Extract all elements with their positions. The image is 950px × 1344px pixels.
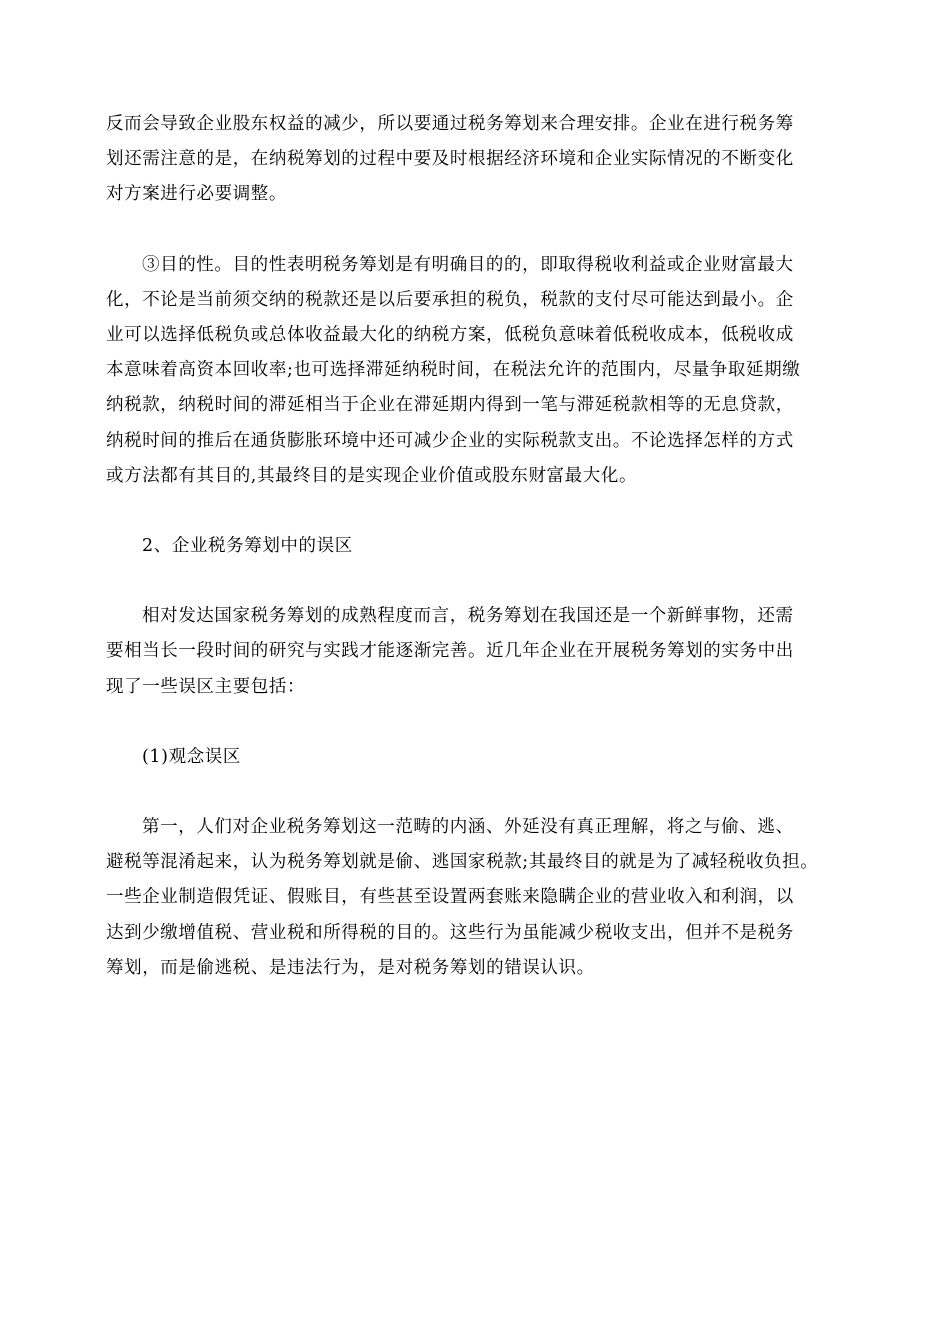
text-line: 对方案进行必要调整。 bbox=[106, 184, 287, 205]
text-line: 筹划，而是偷逃税、是违法行为，是对税务筹划的错误认识。 bbox=[106, 957, 595, 978]
text-line: 第一，人们对企业税务筹划这一范畴的内涵、外延没有真正理解，将之与偷、逃、 bbox=[142, 817, 794, 838]
section-heading-misconceptions bbox=[106, 529, 846, 564]
text-line: 纳税时间的推后在通货膨胀环境中还可减少企业的实际税款支出。不论选择怎样的方式 bbox=[106, 430, 794, 451]
paragraph-first-misconception bbox=[106, 810, 846, 986]
text-line: 划还需注意的是，在纳税筹划的过程中要及时根据经济环境和企业实际情况的不断变化 bbox=[106, 149, 794, 170]
text-line: 纳税款，纳税时间的滞延相当于企业在滞延期内得到一笔与滞延税款相等的无息贷款， bbox=[106, 395, 794, 416]
text-line: 化，不论是当前须交纳的税款还是以后要承担的税负，税款的支付尽可能达到最小。企 bbox=[106, 289, 794, 310]
paragraph-comparison bbox=[106, 599, 846, 705]
paragraph-planning-adjustment bbox=[106, 107, 846, 213]
document-page bbox=[106, 107, 846, 1021]
subheading-concept-misconception bbox=[106, 740, 846, 775]
text-line: 业可以选择低税负或总体收益最大化的纳税方案，低税负意味着低税收成本，低税收成 bbox=[106, 325, 794, 346]
text-line: 相对发达国家税务筹划的成熟程度而言，税务筹划在我国还是一个新鲜事物，还需 bbox=[142, 606, 794, 627]
paragraph-purposefulness bbox=[106, 248, 846, 494]
text-line: 本意味着高资本回收率;也可选择滞延纳税时间，在税法允许的范围内，尽量争取延期缴 bbox=[106, 360, 801, 381]
text-line: 现了一些误区主要包括： bbox=[106, 676, 306, 697]
text-line: 或方法都有其目的,其最终目的是实现企业价值或股东财富最大化。 bbox=[106, 465, 638, 486]
text-line: 一些企业制造假凭证、假账目，有些甚至设置两套账来隐瞒企业的营业收入和利润，以 bbox=[106, 887, 794, 908]
text-line: 达到少缴增值税、营业税和所得税的目的。这些行为虽能减少税收支出，但并不是税务 bbox=[106, 922, 794, 943]
text-line: 2、企业税务筹划中的误区 bbox=[142, 536, 353, 557]
text-line: ③目的性。目的性表明税务筹划是有明确目的的，即取得税收利益或企业财富最大 bbox=[142, 254, 794, 275]
text-line: 要相当长一段时间的研究与实践才能逐渐完善。近几年企业在开展税务筹划的实务中出 bbox=[106, 641, 794, 662]
text-line: 避税等混淆起来，认为税务筹划就是偷、逃国家税款;其最终目的就是为了减轻税收负担。 bbox=[106, 852, 819, 873]
text-line: (1)观念误区 bbox=[142, 746, 241, 767]
text-line: 反而会导致企业股东权益的减少，所以要通过税务筹划来合理安排。企业在进行税务筹 bbox=[106, 114, 794, 134]
